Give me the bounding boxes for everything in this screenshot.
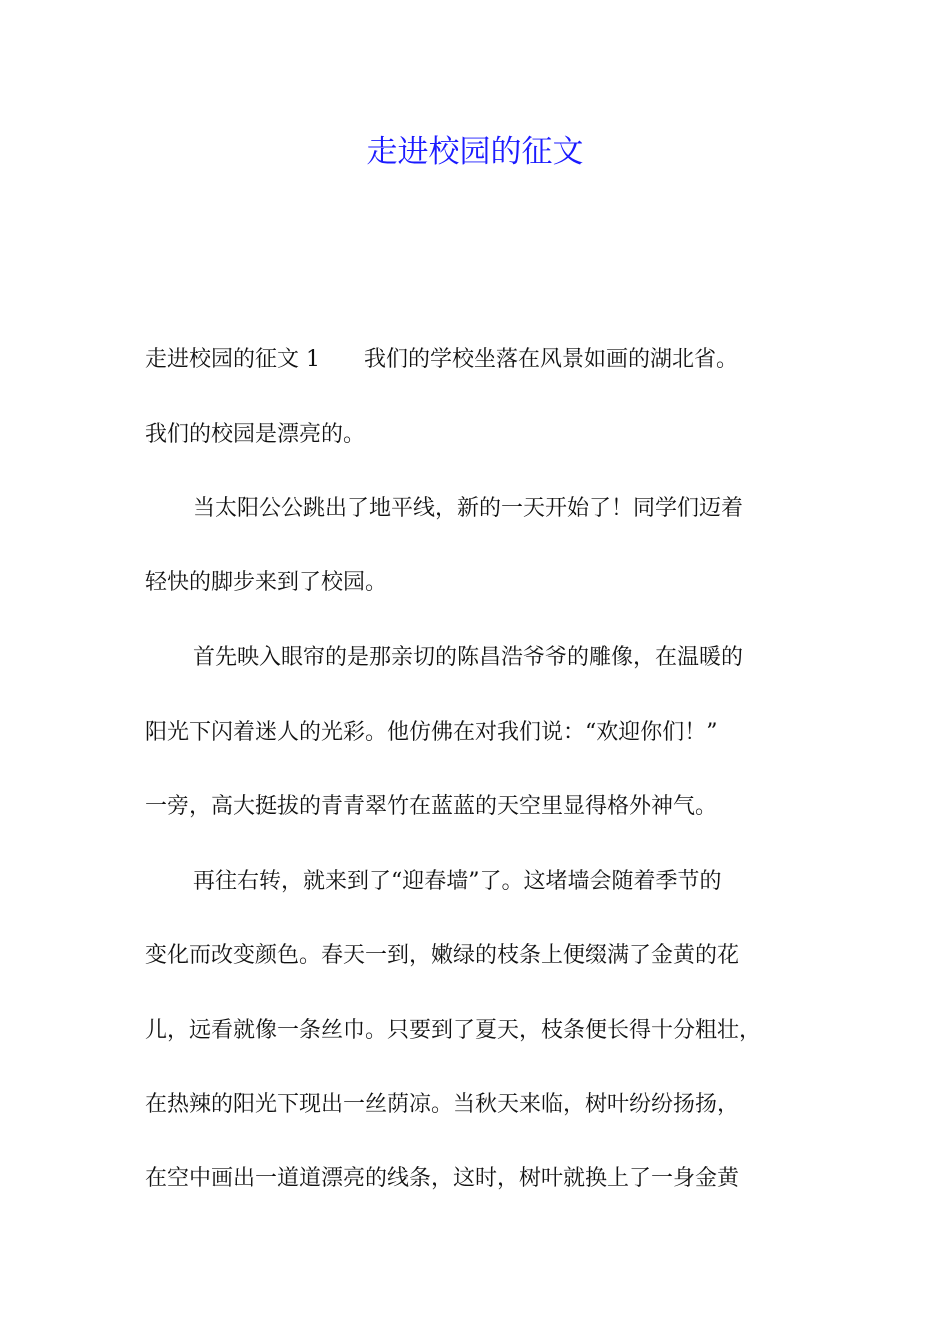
text-line: 首先映入眼帘的是那亲切的陈昌浩爷爷的雕像，在温暖的: [193, 645, 744, 670]
text-line: 再往右转，就来到了“迎春墙”了。这堵墙会随着季节的: [193, 869, 722, 894]
text-line: [145, 345, 845, 375]
text-line: 在热辣的阳光下现出一丝荫凉。当秋天来临，树叶纷纷扬扬，: [145, 1092, 740, 1117]
text-line: 在空中画出一道道漂亮的线条，这时，树叶就换上了一身金黄: [145, 1166, 740, 1191]
text-line: 儿，远看就像一条丝巾。只要到了夏天，枝条便长得十分粗壮，: [145, 1018, 762, 1043]
document-title: 走进校园的征文: [366, 134, 584, 170]
section-heading: 走进校园的征文 1: [145, 347, 320, 372]
text-fragment: 我们的学校坐落在风景如画的湖北省。: [364, 347, 739, 372]
text-line: 我们的校园是漂亮的。: [145, 422, 366, 447]
text-line: 阳光下闪着迷人的光彩。他仿佛在对我们说：“欢迎你们！”: [145, 720, 718, 745]
text-line: 一旁，高大挺拔的青青翠竹在蓝蓝的天空里显得格外神气。: [145, 794, 718, 819]
text-line: 变化而改变颜色。春天一到，嫩绿的枝条上便缀满了金黄的花: [145, 943, 740, 968]
text-line: 轻快的脚步来到了校园。: [145, 570, 388, 595]
text-line: 当太阳公公跳出了地平线，新的一天开始了！同学们迈着: [193, 496, 744, 521]
